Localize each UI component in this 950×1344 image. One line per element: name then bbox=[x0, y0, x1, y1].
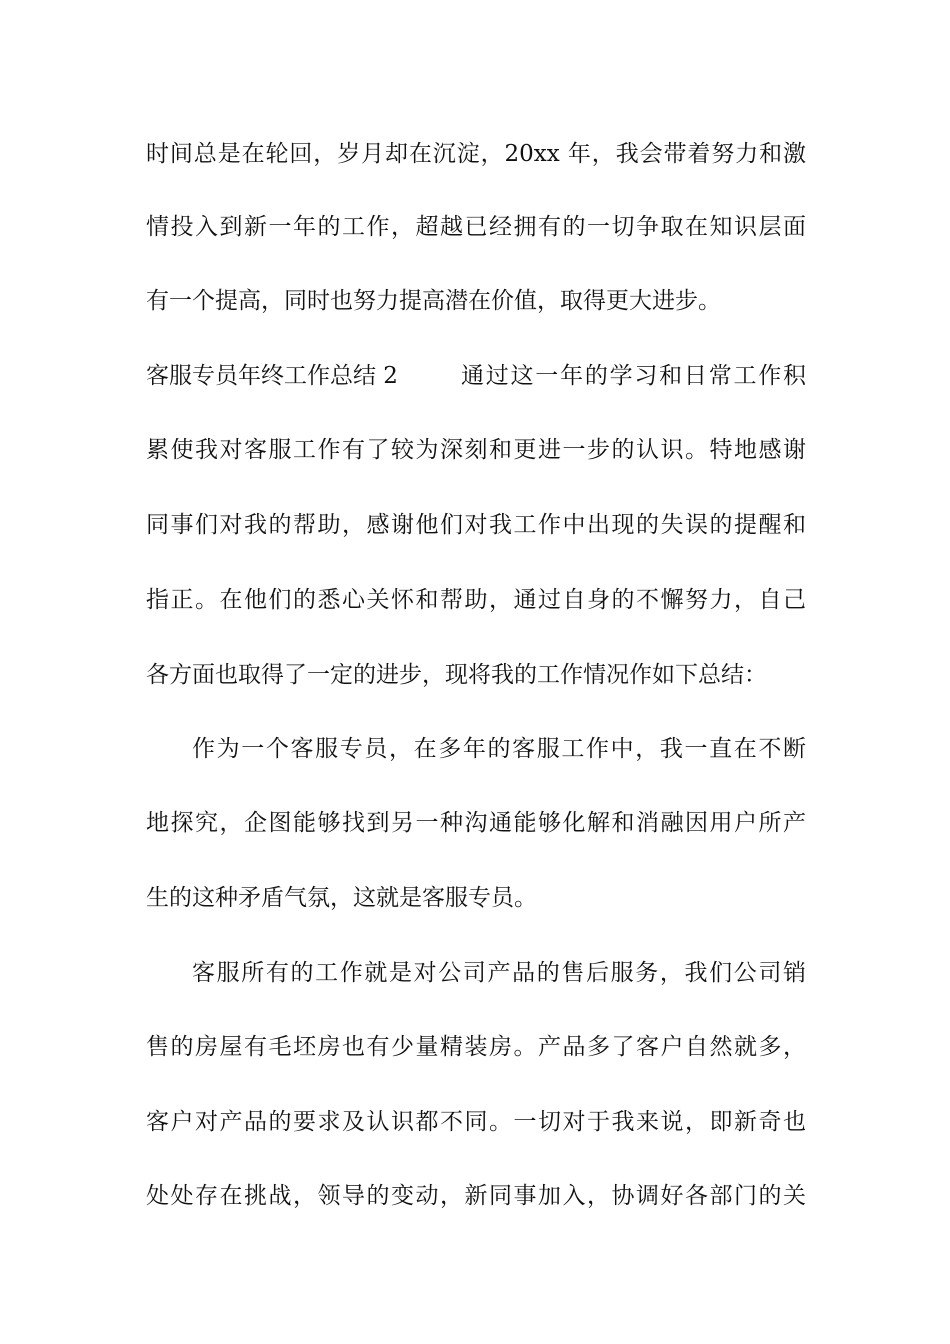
paragraph-line: 通过这一年的学习和日常工作积 bbox=[461, 363, 806, 389]
paragraph-line: 处处存在挑战，领导的变动，新同事加入，协调好各部门的关 bbox=[146, 1183, 806, 1209]
paragraph-line: 作为一个客服专员，在多年的客服工作中，我一直在不断 bbox=[192, 736, 806, 762]
paragraph-line: 情投入到新一年的工作，超越已经拥有的一切争取在知识层面 bbox=[146, 214, 806, 240]
paragraph-line: 售的房屋有毛坯房也有少量精装房。产品多了客户自然就多， bbox=[146, 1034, 806, 1060]
paragraph-line: 地探究，企图能够找到另一种沟通能够化解和消融因用户所产 bbox=[146, 810, 806, 836]
paragraph-line: 客服所有的工作就是对公司产品的售后服务，我们公司销 bbox=[192, 960, 806, 986]
section-heading-line bbox=[146, 356, 806, 396]
paragraph-line: 指正。在他们的悉心关怀和帮助，通过自身的不懈努力，自己 bbox=[146, 587, 806, 613]
paragraph-line: 有一个提高，同时也努力提高潜在价值，取得更大进步。 bbox=[146, 288, 721, 314]
paragraph-line: 累使我对客服工作有了较为深刻和更进一步的认识。特地感谢 bbox=[146, 437, 806, 463]
paragraph-line: 客户对产品的要求及认识都不同。一切对于我来说，即新奇也 bbox=[146, 1109, 806, 1135]
paragraph-line: 同事们对我的帮助，感谢他们对我工作中出现的失误的提醒和 bbox=[146, 512, 806, 538]
paragraph-line: 时间总是在轮回，岁月却在沉淀，20xx 年，我会带着努力和激 bbox=[146, 141, 806, 167]
paragraph-line: 各方面也取得了一定的进步，现将我的工作情况作如下总结： bbox=[146, 662, 767, 688]
paragraph-line: 生的这种矛盾气氛，这就是客服专员。 bbox=[146, 885, 537, 911]
section-heading: 客服专员年终工作总结 2 bbox=[146, 363, 398, 389]
